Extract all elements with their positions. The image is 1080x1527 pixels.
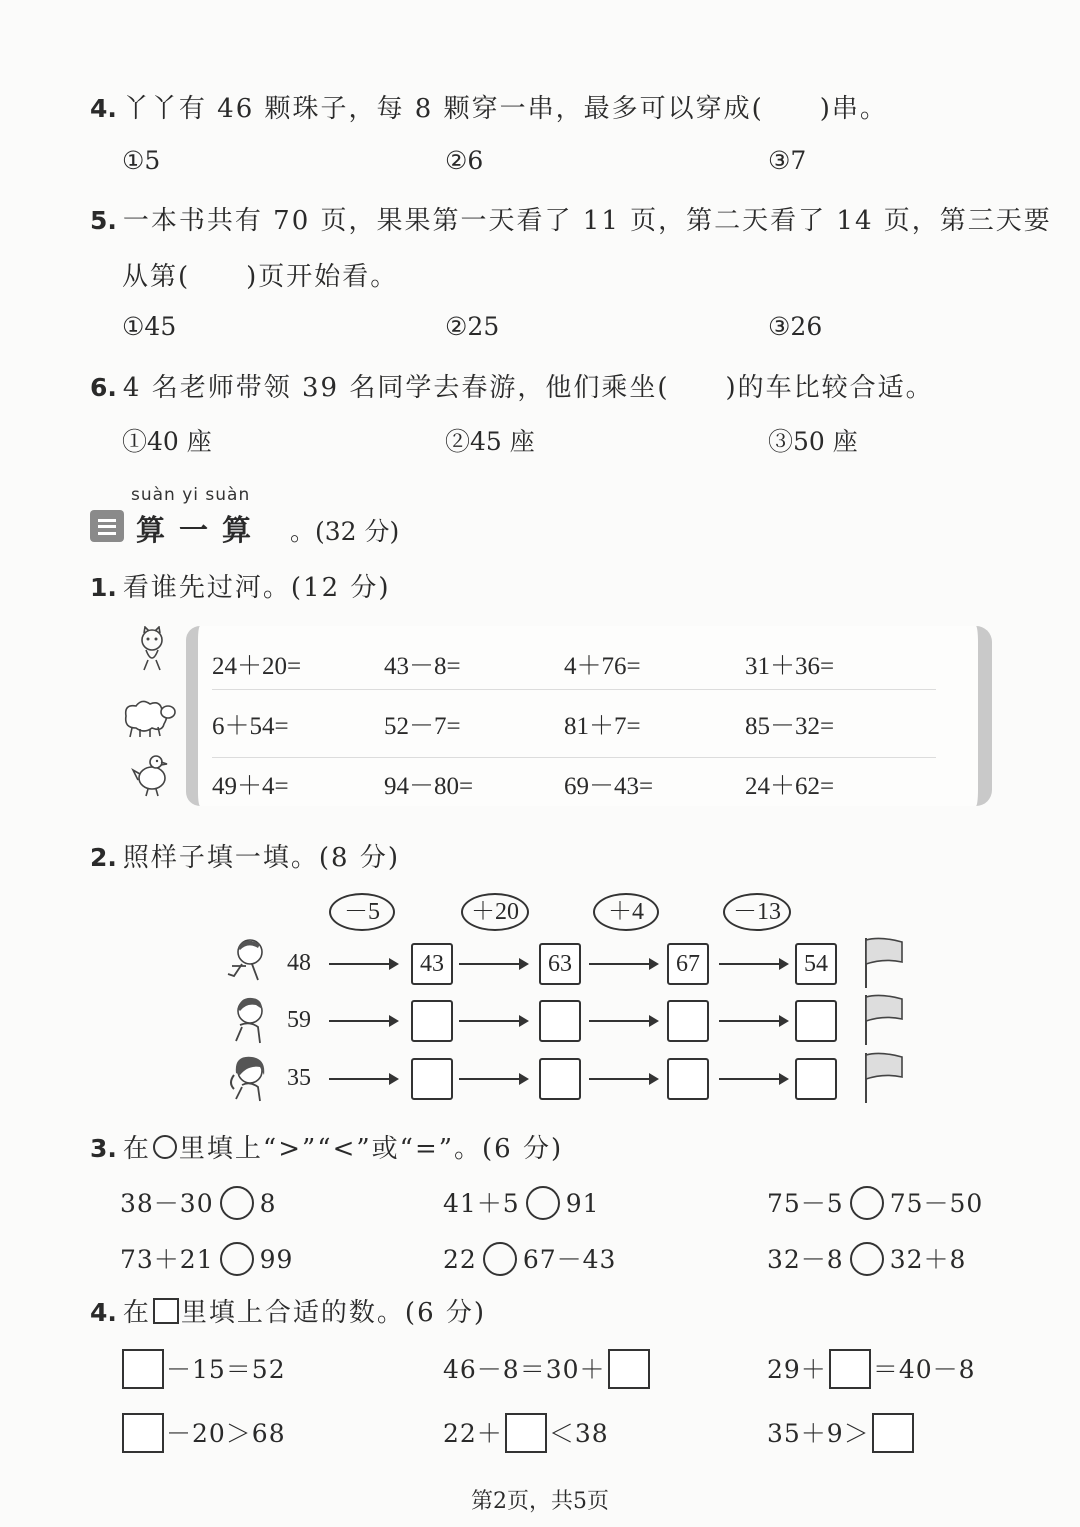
fill-box[interactable] xyxy=(122,1413,164,1453)
flag-icon xyxy=(860,1051,908,1105)
compare-circle[interactable] xyxy=(850,1186,884,1220)
question-number: 4. xyxy=(90,94,117,123)
fill-item: 46－8＝30＋ xyxy=(443,1350,652,1392)
answer-box[interactable] xyxy=(539,1000,581,1042)
three-badge-icon xyxy=(90,510,124,542)
question-number: 6. xyxy=(90,373,117,402)
arrow-right-icon xyxy=(329,1078,397,1080)
part-3-title: 3. 在 里填上“>”“<”或“=”。(6 分) xyxy=(90,1134,564,1164)
part-4-title: 4. 在 里填上合适的数。(6 分) xyxy=(90,1298,487,1328)
option-a[interactable]: ①40 座 xyxy=(122,427,212,456)
section-title: 算一算 xyxy=(136,513,266,547)
calc-item[interactable]: 85－32= xyxy=(745,713,835,740)
arrow-right-icon xyxy=(589,963,657,965)
start-number: 35 xyxy=(287,1065,311,1091)
arrow-right-icon xyxy=(459,1020,527,1022)
compare-item: 38－30 8 xyxy=(120,1184,277,1223)
op-oval: ＋20 xyxy=(461,893,529,931)
option-b[interactable]: ②45 座 xyxy=(445,427,535,456)
option-c[interactable]: ③50 座 xyxy=(768,427,858,456)
compare-item: 22 67－43 xyxy=(443,1240,616,1279)
start-number: 59 xyxy=(287,1007,311,1033)
op-oval: ＋4 xyxy=(593,893,659,931)
answer-box[interactable] xyxy=(411,1058,453,1100)
compare-circle[interactable] xyxy=(850,1242,884,1276)
arrow-right-icon xyxy=(459,1078,527,1080)
flag-icon xyxy=(860,993,908,1047)
cat-icon xyxy=(132,626,172,674)
circle-symbol xyxy=(153,1135,177,1159)
fill-box[interactable] xyxy=(505,1413,547,1453)
compare-item: 41＋5 91 xyxy=(443,1184,600,1223)
answer-box[interactable]: 67 xyxy=(667,943,709,985)
calc-item[interactable]: 24＋62= xyxy=(745,773,835,800)
calc-item[interactable]: 31＋36= xyxy=(745,653,835,680)
question-text: 丫丫有 46 颗珠子，每 8 颗穿一串，最多可以穿成( )串。 xyxy=(122,94,888,124)
compare-circle[interactable] xyxy=(483,1242,517,1276)
option-c[interactable]: ③26 xyxy=(768,312,823,341)
section-score: 。(32 分) xyxy=(290,517,400,546)
question-text: 4 名老师带领 39 名同学去春游，他们乘坐( )的车比较合适。 xyxy=(122,373,934,403)
question-6 xyxy=(90,367,934,404)
calc-item[interactable]: 43－8= xyxy=(384,653,461,680)
square-symbol xyxy=(153,1298,179,1324)
answer-box[interactable]: 63 xyxy=(539,943,581,985)
fill-item: 35＋9＞ xyxy=(767,1414,916,1456)
calc-item[interactable]: 94－80= xyxy=(384,773,474,800)
boy-icon xyxy=(226,995,270,1045)
op-oval: －5 xyxy=(329,893,395,931)
answer-box[interactable] xyxy=(795,1058,837,1100)
answer-box[interactable] xyxy=(667,1000,709,1042)
question-text: 一本书共有 70 页，果果第一天看了 11 页，第二天看了 14 页，第三天要 xyxy=(122,206,1052,236)
arrow-right-icon xyxy=(719,1020,787,1022)
answer-box[interactable] xyxy=(411,1000,453,1042)
compare-item: 73＋21 99 xyxy=(120,1240,293,1279)
answer-box[interactable]: 54 xyxy=(795,943,837,985)
calc-item[interactable]: 69－43= xyxy=(564,773,654,800)
question-5 xyxy=(90,200,1052,237)
compare-circle[interactable] xyxy=(220,1186,254,1220)
page-footer: 第2页，共5页 xyxy=(471,1489,609,1514)
compare-item: 32－8 32＋8 xyxy=(767,1240,966,1279)
option-b[interactable]: ②25 xyxy=(445,312,500,341)
fill-item: －15＝52 xyxy=(120,1350,286,1392)
fill-item: －20＞68 xyxy=(120,1414,286,1456)
fill-box[interactable] xyxy=(829,1349,871,1389)
fill-box[interactable] xyxy=(608,1349,650,1389)
answer-box[interactable] xyxy=(539,1058,581,1100)
start-number: 48 xyxy=(287,950,311,976)
calc-item[interactable]: 52－7= xyxy=(384,713,461,740)
option-c[interactable]: ③7 xyxy=(768,146,807,175)
calc-item[interactable]: 6＋54= xyxy=(212,713,289,740)
compare-item: 75－5 75－50 xyxy=(767,1184,983,1223)
calc-item[interactable]: 81＋7= xyxy=(564,713,641,740)
flag-icon xyxy=(860,936,908,990)
answer-box[interactable]: 43 xyxy=(411,943,453,985)
question-4 xyxy=(90,88,888,125)
section-pinyin: suàn yi suàn xyxy=(131,485,251,505)
calc-item[interactable]: 4＋76= xyxy=(564,653,641,680)
question-number: 5. xyxy=(90,206,117,235)
op-oval: －13 xyxy=(723,893,791,931)
answer-box[interactable] xyxy=(667,1058,709,1100)
option-a[interactable]: ①5 xyxy=(122,146,161,175)
fill-box[interactable] xyxy=(872,1413,914,1453)
answer-box[interactable] xyxy=(795,1000,837,1042)
calc-item[interactable]: 24＋20= xyxy=(212,653,302,680)
girl-icon xyxy=(226,1053,272,1103)
option-a[interactable]: ①45 xyxy=(122,312,177,341)
river-divider xyxy=(212,689,936,690)
arrow-right-icon xyxy=(329,1020,397,1022)
part-2-title: 2. 照样子填一填。(8 分) xyxy=(90,843,401,873)
fill-item: 22＋ ＜38 xyxy=(443,1414,609,1456)
boy-runner-icon xyxy=(224,936,270,986)
compare-circle[interactable] xyxy=(220,1242,254,1276)
question-5-line2: 从第( )页开始看。 xyxy=(122,262,399,292)
river-divider xyxy=(212,757,936,758)
option-b[interactable]: ②6 xyxy=(445,146,484,175)
arrow-right-icon xyxy=(459,963,527,965)
arrow-right-icon xyxy=(719,963,787,965)
part-1-title: 1. 看谁先过河。(12 分) xyxy=(90,573,391,603)
fill-item: 29＋ ＝40－8 xyxy=(767,1350,976,1392)
fill-box[interactable] xyxy=(122,1349,164,1389)
arrow-right-icon xyxy=(589,1020,657,1022)
bird-icon xyxy=(130,752,172,798)
arrow-right-icon xyxy=(719,1078,787,1080)
sheep-icon xyxy=(118,698,180,738)
compare-circle[interactable] xyxy=(526,1186,560,1220)
calc-item[interactable]: 49＋4= xyxy=(212,773,289,800)
arrow-right-icon xyxy=(589,1078,657,1080)
arrow-right-icon xyxy=(329,963,397,965)
